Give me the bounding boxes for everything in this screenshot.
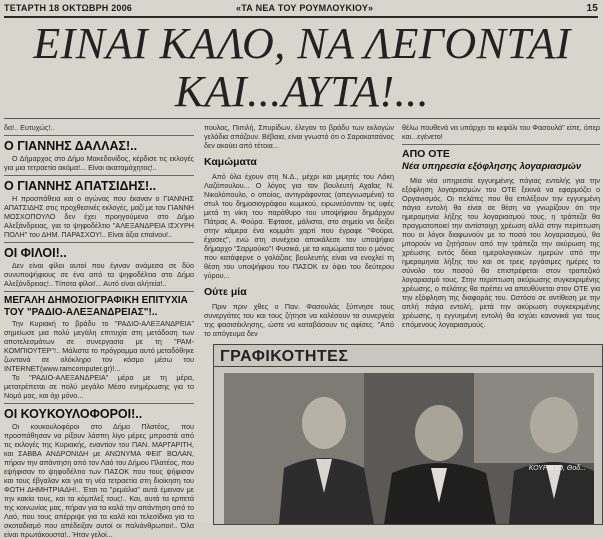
col1-item2-title: Ο ΓΙΑΝΝΗΣ ΑΠΑΤΣΙΔΗΣ!.. [4, 179, 157, 193]
divider [4, 242, 194, 243]
col3-top-body: θέλω πουθενά να υπάρχει το κεφάλι του Φασουλά" είπε, όπερ και...εγένετο! [402, 123, 600, 141]
headline-rule [4, 118, 600, 119]
news-photo [224, 373, 594, 524]
column-1 [4, 123, 194, 539]
col2-top-body: πουλος, Πιπιλή, Σπυρίδων, έλεγαν το βράδυ των εκλογών γελάδια σπάζουν. Βέβαια, είναι γνωστό ότι ο Σαρακατσάνος δεν ακούει από τέτοια... [204, 123, 394, 150]
col1-item1-title: Ο ΓΙΑΝΝΗΣ ΔΑΛΛΑΣ!.. [4, 139, 138, 153]
photo-caption: ΚΟΥΡΑΓΙΟ, Θοδ... [528, 465, 586, 472]
masthead-date: ΤΕΤΑΡΤΗ 18 ΟΚΤΩΒΡΗ 2006 [4, 3, 133, 13]
news-photo-image [224, 373, 594, 524]
col3-item1-body: Μία νέα υπηρεσία εγγυημένης πάγιας εντολής για την εξόφληση λογαριασμών του ΟΤΕ ξεκινά να εφαρμόζει ο Οργανισμός. Οι πελάτες που θα επιλέξουν την εγγυημένη πάγια εντολή θα είναι σε θέση να γνωρίζουν ότι την ημερομηνία λήξης του λογαριασμού τους, η τράπεζα θα πραγματοποιεί την αντίστοιχη χρέωση αλλά στην περίπτωση που οι λόγοι διαφωνούν με το ποσό του λογαριασμού, θα μπορούν να ζητήσουν από την τράπεζα την ακύρωση της χρέωσης εντός δέκα ημερολογιακών ημερών από την ημερομηνία λήξης του και σε τρεις εργάσιμες ημέρες το σύνολο του ποσού θα επιστρέφεται στον τραπεζικό λογαριασμό τους. Στην περίπτωση ακύρωσης συγκεκριμένης χρέωσης, ο πελάτης θα πρέπει να απευθύνεται στον ΟΤΕ για την εξόφληση της διαφοράς του. Ωστόσο σε αντίθεση με την απλή πάγια εντολή, μετά την ακύρωση συγκεκριμένης χρέωσης, η εγγυημένη εντολή θα ισχύει κανονικά για τους επόμενους λογαριασμούς. [402, 176, 600, 329]
col1-item1-body: Ο Δήμαρχος στο Δήμο Μακεδονίδος, κέρδισε τις εκλογές για μια τετραετία ακόμα!... Είναι ακαταμάχητος!.. [4, 154, 194, 172]
masthead-paper-name: «ΤΑ ΝΕΑ ΤΟΥ ΡΟΥΜΛΟΥΚΙΟΥ» [236, 3, 374, 13]
photo-section-label: ΓΡΑΦΙΚΟΤΗΤΕΣ [220, 348, 349, 365]
main-headline-line-2: ΚΑΙ...ΑΥΤΑ!... [174, 67, 430, 116]
divider [4, 175, 194, 176]
col1-item4-body-1: Την Κυριακή το βράδυ το "ΡΑΔΙΟ-ΑΛΕΞΑΝΔΡΕΙΑ" σημείωσε μια πολύ μεγάλη επιτυχία στη μετάδοση των αποτελεσμάτων σε συνεργασία με τη "ΡΑΜ-ΚΟΜΠΙΟΥΤΕΡ"!.. Μάλιστα το πρόγραμμα αυτό μεταδόθηκε ζωντανά σε ολόκληρο τον κόσμο μέσω του INTERNET(www.ramcomputer.gr)!... [4, 319, 194, 373]
col1-item4-title: ΜΕΓΑΛΗ ΔΗΜΟΣΙΟΓΡΑΦΙΚΗ ΕΠΙΤΥΧΙΑ [4, 295, 188, 306]
divider [4, 135, 194, 136]
col1-item4-body-2: Το "ΡΑΔΙΟ-ΑΛΕΞΑΝΔΡΕΙΑ" μέρα με τη μέρα, μετατρέπεται σε πολύ μεγάλο Μέσο ενημέρωσης για το Νομό μας, και όχι μόνο... [4, 373, 194, 400]
col1-item3-body: Δεν είναι φίλοι αυτοί που έγιναν ανάμεσα σε δύο συνυποψήφιους σε ένα από τα ψηφοδέλτια στο Δήμο Αλεξάνδρειας!.. Τίποτα φίλοι!... Αυτό είναι αλήτεία!.. [4, 261, 194, 288]
column-2 [204, 123, 394, 338]
col1-item4-subtitle: ΤΟΥ "ΡΑΔΙΟ-ΑΛΕΞΑΝΔΡΕΙΑΣ"!.. [4, 307, 158, 318]
masthead-page-number: 15 [586, 3, 598, 14]
col2-item1-body: Από όλα έχουν στη Ν.Δ., μέχρι και μιμητές του Λάκη Λαζόπουλου... Ο λόγος για τον βουλευτή Αχαΐας Ν. Νικολόπουλο, ο οποίος, αντιγράφοντας (απεγνωσμένα) το στυλ του δημοσιογράφου κωμικού, ειρωνεύονταν τις υφές μετά τη νίκη του παράθυρο του υποψήφιου δημάρχου Πάτρας Α. Φούρα. Έφτασε, μάλιστα, στο σημείο να δείξει στην κάμερα ένα κομμάτι χαρτί που έγραφε "Φούρα, έχασες", ενώ στη συνέχεια αποκάλεσε τον υποψήφιο δήμαρχο "Σαρμούκο"! Φυσικά, με τα καμώματα του ο μόνος που κατάφερνε ο γαλάζιος βουλευτής είναι να ενοχλεί τη θέση του υποψήφιου του ΠΑΣΟΚ εν όψει του δεύτερου γύρου... [204, 172, 394, 280]
divider [4, 403, 194, 404]
column-3 [402, 123, 600, 329]
masthead [4, 2, 598, 18]
col1-item5-title: ΟΙ ΚΟΥΚΟΥΛΟΦΟΡΟΙ!.. [4, 407, 143, 421]
col2-item2-title: Ούτε μία [204, 286, 247, 298]
col1-item5-body: Οι κουκουλοφόροι στο Δήμο Πλατέος, που προσπάθησαν να ρίξουν λάσπη λίγο μέρες μπροστά από τις εκλογές της Κυριακής, εναντίον του ΠΑΝ. ΜΑΡΓΑΡΙΤΗ, και ΣΑΒΒΑ ΑΝΔΡΟΝΙΔΗ με ΑΝΩΝΥΜΑ ΦΕΙΓ ΒΟΛΑΝ, πήραν την απάντηση από τον Λαό του Δήμου Πλατέος, που εψήφισαν το ψηφοδέλτιο των ΠΑΣΟΚ που τους ψήφισαν και τους έβγαλαν και για τη νέα τετραετία στη διοίκηση του ΦΩΤΗ ΔΗΜΗΤΡΙΑΔΗ!.. Έτσι τα "ρεμάλια" αυτά έμειναν με την κακία τους, και τα κόμπλεξ τους!.. Και, αυτά τα ερπετά της κοινωνίας μας, πήραν για τα καλά την απάντηση από το Λαό, που τους απέρριψε για τα καλά και τελεσίδικα για το σκοταδισμό που απέδειξαν αυτοί οι παλιάνθρωποι!.. Όλα είναι πρωτάκουστα!.. Ήταν γελοί... [4, 422, 194, 539]
photo-section [213, 344, 603, 525]
main-headline-line-1: ΕΙΝΑΙ ΚΑΛΟ, ΝΑ ΛΕΓΟΝΤΑΙ [33, 19, 571, 68]
col1-intro: δα!.. Ευτυχώς!.. [4, 123, 55, 132]
col1-item3-title: ΟΙ ΦΙΛΟΙ!.. [4, 246, 67, 260]
divider [402, 144, 600, 145]
col1-item2-body: Η προσπάθεια και ο αγώνας που έκαναν ο ΓΙΑΝΝΗΣ ΑΠΑΤΣΙΔΗΣ στις προχθεσινές εκλογές, μαζί με τον ΓΙΑΝΝΗ ΜΟΣΧΟΠΟΥΛΟ δεν έχει προηγούμενο στο Δήμο Αλεξάνδρειας, για το ψηφοδέλτιο "ΑΛΕΞΑΝΔΡΕΙΑ ΙΣΧΥΡΗ ΠΟΛΗ" του ΔΗΜ. ΠΑΡΑΣΧΟΥ!.. Είναι άξια επαίνου!.. [4, 194, 194, 239]
col3-item1-kicker: ΑΠΟ ΟΤΕ [402, 148, 450, 160]
photo-section-rule [214, 366, 602, 367]
col3-item1-title: Νέα υπηρεσία εξόφλησης λογαριασμών [402, 161, 582, 172]
col2-item2-body: Πριν πριν χθες ο Παν. Φασουλάς ξύπνησε τους συνεργάτες του και τους ζήτησε να καλέσουν τα συνεργεία της φασισέκλησης, ώστε να καταβάσουν τις αφίσες. "Από το απόγευμα δεν [204, 302, 394, 338]
divider [4, 291, 194, 292]
col2-item1-title: Καμώματα [204, 156, 257, 168]
